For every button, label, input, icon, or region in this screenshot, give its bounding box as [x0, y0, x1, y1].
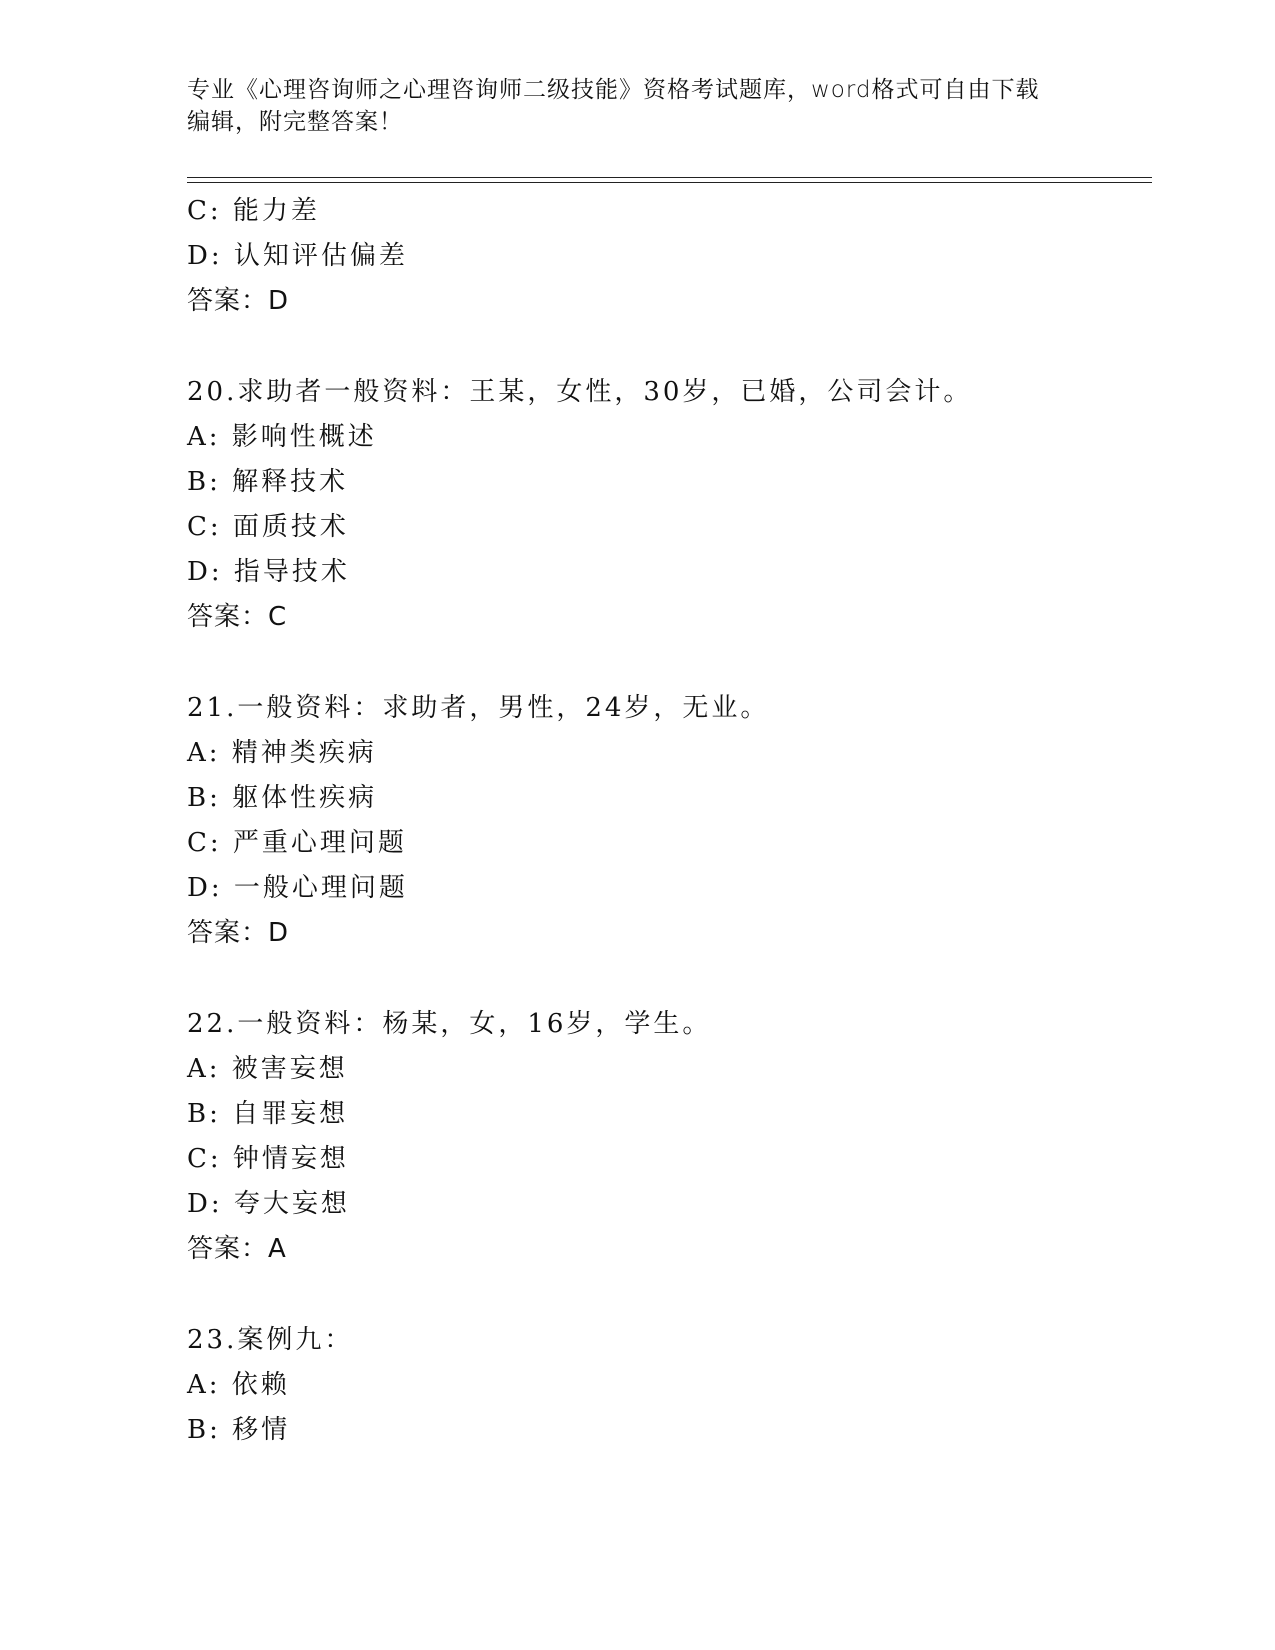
answer-line: 答案：D — [187, 286, 290, 316]
header-line-2: 编辑，附完整答案！ — [187, 109, 403, 135]
option-line: D: 夸大妄想 — [187, 1189, 350, 1219]
option-line: C: 钟情妄想 — [187, 1144, 349, 1174]
header-divider-bottom — [187, 182, 1152, 183]
question-stem: 22.一般资料：杨某，女，16岁，学生。 — [187, 1009, 712, 1039]
option-line: A: 被害妄想 — [187, 1054, 348, 1084]
option-line: B: 自罪妄想 — [187, 1099, 349, 1129]
option-line: B: 解释技术 — [187, 467, 349, 497]
option-line: D: 认知评估偏差 — [187, 241, 408, 271]
option-line: B: 移情 — [187, 1415, 291, 1445]
answer-line: 答案：D — [187, 918, 290, 948]
option-line: A: 精神类疾病 — [187, 738, 377, 768]
question-stem: 21.一般资料：求助者，男性，24岁，无业。 — [187, 693, 770, 723]
question-stem: 23.案例九： — [187, 1325, 354, 1355]
option-line: A: 依赖 — [187, 1370, 290, 1400]
answer-line: 答案：C — [187, 602, 288, 632]
option-line: D: 指导技术 — [187, 557, 350, 587]
document-header — [187, 74, 1087, 138]
option-line: C: 严重心理问题 — [187, 828, 407, 858]
header-divider-top — [187, 177, 1152, 178]
answer-line: 答案：A — [187, 1234, 287, 1264]
header-line-1: 专业《心理咨询师之心理咨询师二级技能》资格考试题库，word格式可自由下载 — [187, 77, 1040, 103]
option-line: A: 影响性概述 — [187, 422, 377, 452]
option-line: B: 躯体性疾病 — [187, 783, 378, 813]
option-line: C: 面质技术 — [187, 512, 349, 542]
question-stem: 20.求助者一般资料：王某，女性，30岁，已婚，公司会计。 — [187, 377, 973, 407]
option-line: C: 能力差 — [187, 196, 320, 226]
option-line: D: 一般心理问题 — [187, 873, 408, 903]
